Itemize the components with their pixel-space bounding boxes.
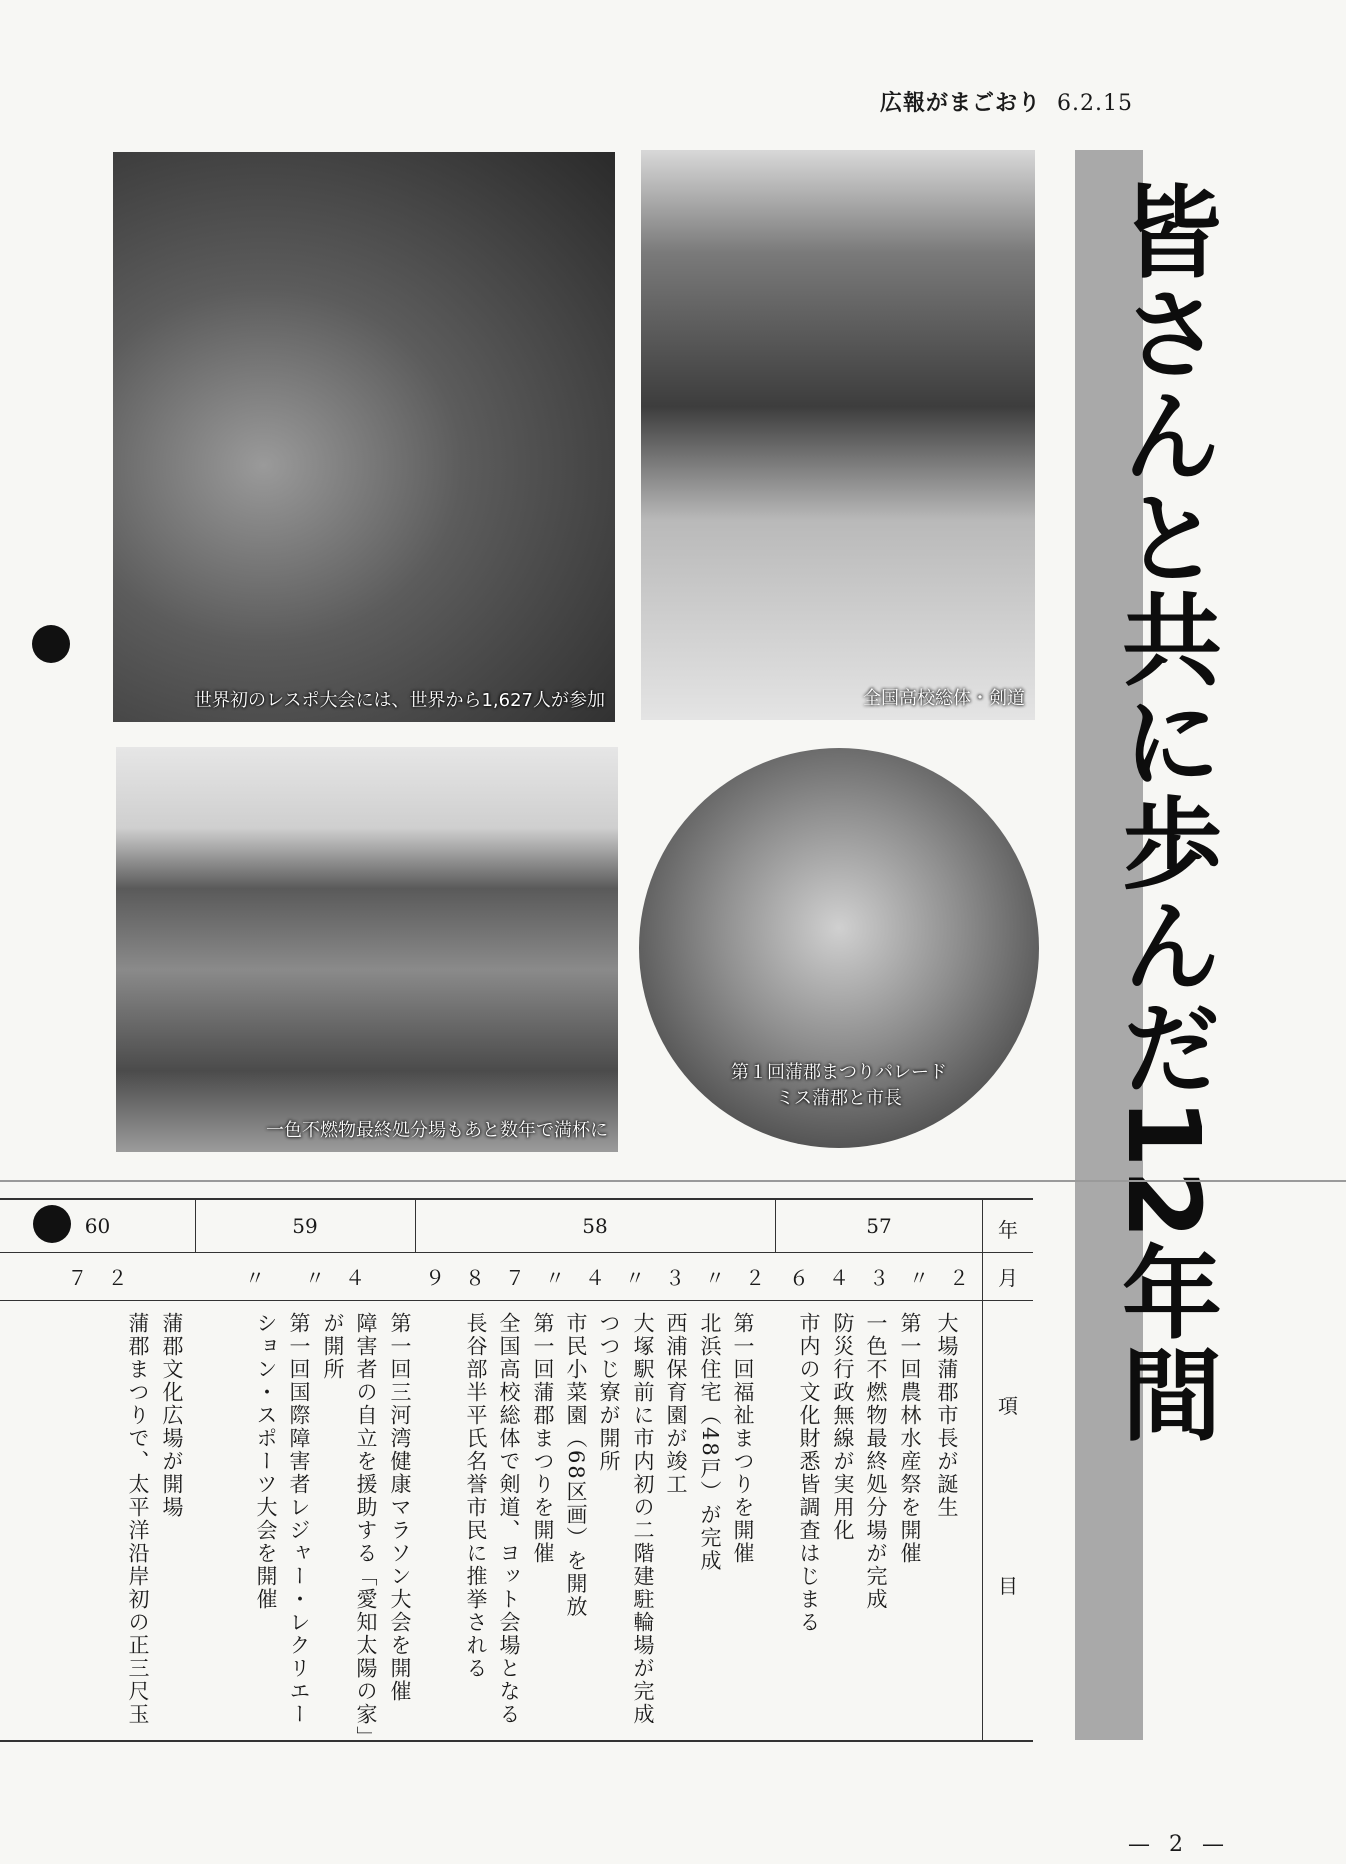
issue-date: 6.2.15 (1057, 91, 1133, 116)
publication-name: 広報がまごおり (880, 91, 1042, 116)
timeline-item: 一色不燃物最終処分場が完成 (864, 1312, 888, 1611)
year-58: 58 (582, 1214, 608, 1238)
row-divider (0, 1300, 1033, 1301)
timeline-item: 第一回福祉まつりを開催 (731, 1312, 755, 1565)
row-divider (0, 1252, 1033, 1253)
photo-caption: 一色不燃物最終処分場もあと数年で満杯に (266, 1120, 608, 1141)
header-month: 月 (998, 1266, 1018, 1290)
year-60: 60 (84, 1214, 111, 1238)
timeline-item: 大場蒲郡市長が誕生 (935, 1312, 959, 1519)
timeline-item: が開所 (321, 1312, 345, 1381)
divider (0, 1180, 1346, 1182)
year-59: 59 (292, 1214, 318, 1238)
photo-caption (639, 1060, 1039, 1112)
timeline-item: 全国高校総体で剣道、ヨット会場となる (497, 1312, 521, 1726)
timeline-item: 市民小菜園（68区画）を開放 (564, 1312, 588, 1619)
header-item: 項 (998, 1394, 1018, 1418)
timeline-item: 大塚駅前に市内初の二階建駐輪場が完成 (631, 1312, 655, 1726)
page-title: 皆さんと共に歩んだ12年間 (1105, 180, 1222, 1446)
timeline-item: 長谷部半平氏名誉市民に推挙される (464, 1312, 488, 1680)
photo-sports-event (113, 152, 615, 722)
year-57: 57 (866, 1214, 892, 1238)
months-59: 〃 〃 ４ (245, 1266, 365, 1290)
timeline-item: 第一回国際障害者レジャー・レクリエー (287, 1312, 311, 1726)
timeline-item: 蒲郡文化広場が開場 (160, 1312, 184, 1519)
timeline-item: 西浦保育園が竣工 (664, 1312, 688, 1496)
header-item: 目 (998, 1574, 1018, 1598)
photo-caption: 世界初のレスポ大会には、世界から1,627人が参加 (194, 690, 605, 711)
months-60: ７ ２ (67, 1266, 128, 1290)
page-number: — 2 — (1128, 1832, 1230, 1857)
months-57: ６ ４ ３ 〃 ２ (789, 1266, 969, 1290)
photo-landfill (116, 747, 618, 1152)
photo-kendo (641, 150, 1035, 720)
timeline-item: 障害者の自立を援助する「愛知太陽の家」 (354, 1312, 378, 1749)
timeline-table (0, 1198, 1033, 1749)
header-column (982, 1200, 1033, 1740)
timeline-item: 第一回蒲郡まつりを開催 (531, 1312, 555, 1565)
months-58: ９ ８ ７ 〃 ４ 〃 ３ 〃 ２ (425, 1266, 765, 1290)
timeline-item: ション・スポーツ大会を開催 (254, 1312, 278, 1611)
header-year: 年 (998, 1218, 1018, 1242)
caption-line: 第１回蒲郡まつりパレード (731, 1062, 947, 1083)
timeline-item: 防災行政無線が実用化 (831, 1312, 855, 1542)
timeline-item: 市内の文化財悉皆調査はじまる (797, 1312, 821, 1634)
photo-parade (639, 748, 1039, 1148)
timeline-item: 北浜住宅（48戸）が完成 (698, 1312, 722, 1573)
timeline-items (0, 1312, 983, 1749)
timeline-item: つつじ寮が開所 (597, 1312, 621, 1473)
caption-line: ミス蒲郡と市長 (776, 1088, 902, 1109)
timeline-item: 第一回農林水産祭を開催 (898, 1312, 922, 1565)
bullet-dot (32, 625, 70, 663)
page-header (880, 86, 1180, 126)
photo-caption: 全国高校総体・剣道 (863, 688, 1025, 709)
timeline-item: 第一回三河湾健康マラソン大会を開催 (388, 1312, 412, 1703)
timeline-item: 蒲郡まつりで、太平洋沿岸初の正三尺玉 (126, 1312, 150, 1726)
